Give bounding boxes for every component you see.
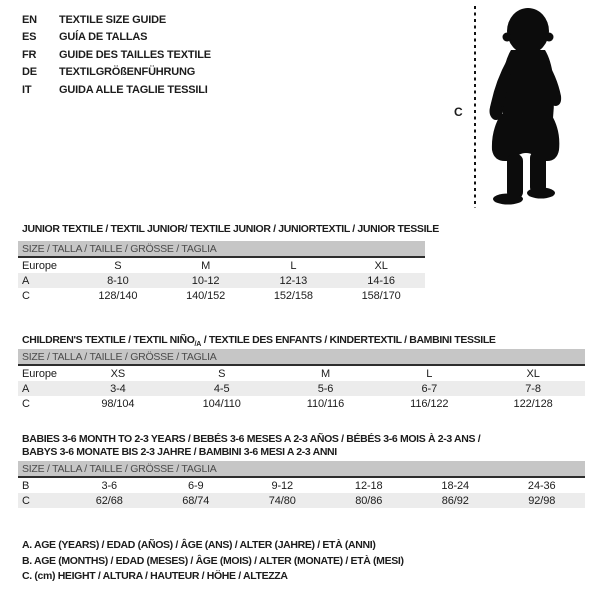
language-code: EN	[22, 13, 37, 26]
size-value-cell: 158/170	[361, 289, 401, 302]
size-value-cell: M	[201, 259, 211, 272]
table-body	[18, 366, 585, 411]
language-label: GUÍA DE TALLAS	[59, 31, 148, 44]
size-value-cell: 92/98	[528, 494, 556, 507]
table-title-segment: CHILDREN'S TEXTILE / TEXTIL NIÑO	[22, 333, 195, 346]
size-value-cell: 3-4	[110, 382, 126, 395]
size-value-cell: XL	[374, 259, 388, 272]
size-value-cell: 18-24	[441, 479, 470, 492]
size-value-cell: 122/128	[513, 397, 553, 410]
footnote-b: B. AGE (MONTHS) / EDAD (MESES) / ÂGE (MOIS) / ALTER (MONATE) / ETÀ (MESI)	[22, 554, 404, 567]
size-value-cell: 116/122	[410, 397, 449, 410]
footnotes	[22, 538, 404, 585]
language-row-fr	[22, 46, 211, 64]
size-value-cell: M	[320, 367, 331, 380]
size-value-cell: 5-6	[317, 382, 334, 395]
size-value-cell: 14-16	[367, 274, 395, 287]
table-title-segment: / TEXTILE DES ENFANTS / KINDERTEXTIL / BAMBINI TESSILE	[201, 333, 496, 346]
size-value-cell: 24-36	[527, 479, 556, 492]
table-row	[18, 288, 425, 303]
table-title-segment: JUNIOR TEXTILE / TEXTIL JUNIOR/ TEXTILE JUNIOR / JUNIORTEXTIL / JUNIOR TESSILE	[22, 222, 439, 235]
size-value-cell: 74/80	[268, 494, 296, 507]
language-code: IT	[22, 83, 32, 96]
size-value-cell: 6-7	[421, 382, 438, 395]
size-value-cell: 10-12	[191, 274, 220, 287]
babies-size-table	[18, 461, 585, 508]
table-title-segment: BABYS 3-6 MONATE BIS 2-3 JAHRE / BAMBINI 3-6 MESI A 2-3 ANNI	[22, 446, 337, 459]
language-label: TEXTILGRÖßENFÜHRUNG	[59, 66, 196, 79]
size-value-cell: 140/152	[186, 289, 226, 302]
table-body	[18, 258, 425, 303]
size-value-cell: 62/68	[95, 494, 123, 507]
row-label: Europe	[22, 259, 57, 272]
size-value-cell: 6-9	[187, 479, 204, 492]
size-header-band	[18, 461, 585, 478]
junior-size-table	[18, 241, 425, 303]
language-code: FR	[22, 48, 37, 61]
size-value-cell: 152/158	[273, 289, 313, 302]
language-list	[22, 11, 211, 99]
table-title-segment: BABIES 3-6 MONTH TO 2-3 YEARS / BEBÉS 3-6 MESES A 2-3 AÑOS / BÉBÉS 3-6 MOIS À 2-3 ANS /	[22, 432, 481, 445]
footnote-c: C. (cm) HEIGHT / ALTURA / HAUTEUR / HÖHE / ALTEZZA	[22, 570, 288, 583]
row-label: C	[22, 397, 30, 410]
table-body	[18, 478, 585, 508]
size-value-cell: XS	[110, 367, 126, 380]
language-label: GUIDA ALLE TAGLIE TESSILI	[59, 83, 208, 96]
language-code: DE	[22, 66, 37, 79]
row-label: Europe	[22, 367, 57, 380]
size-value-cell: 128/140	[98, 289, 138, 302]
size-header-band	[18, 349, 585, 366]
table-row	[18, 273, 425, 288]
language-code: ES	[22, 31, 37, 44]
size-value-cell: 110/116	[306, 397, 345, 410]
table-title-segment: /A	[194, 340, 202, 348]
size-value-cell: 86/92	[441, 494, 469, 507]
size-value-cell: 12-13	[279, 274, 308, 287]
size-value-cell: L	[426, 367, 433, 380]
row-label: A	[22, 382, 30, 395]
baby-figure	[450, 0, 600, 215]
size-value-cell: L	[290, 259, 297, 272]
size-value-cell: 104/110	[202, 397, 241, 410]
size-value-cell: 4-5	[213, 382, 230, 395]
size-header-label: SIZE / TALLA / TAILLE / GRÖSSE / TAGLIA	[22, 462, 217, 475]
size-value-cell: 8-10	[107, 274, 129, 287]
table-row	[18, 258, 425, 273]
height-measure-label: C	[454, 105, 463, 119]
table-row	[18, 493, 585, 508]
footnote-a: A. AGE (YEARS) / EDAD (AÑOS) / ÂGE (ANS) / ALTER (JAHRE) / ETÀ (ANNI)	[22, 539, 376, 551]
size-value-cell: S	[114, 259, 122, 272]
size-value-cell: S	[218, 367, 226, 380]
table-row	[18, 478, 585, 493]
language-row-it	[22, 81, 211, 99]
table-row	[18, 396, 585, 411]
size-value-cell: 98/104	[101, 397, 135, 410]
row-label: C	[22, 494, 30, 507]
size-value-cell: 9-12	[271, 479, 294, 492]
table-row	[18, 366, 585, 381]
junior-table-title	[22, 223, 439, 237]
size-value-cell: 3-6	[101, 479, 118, 492]
children-size-table	[18, 349, 585, 411]
size-value-cell: 7-8	[525, 382, 541, 395]
language-row-es	[22, 29, 211, 47]
language-label: GUIDE DES TAILLES TEXTILE	[59, 48, 211, 61]
babies-table-title	[22, 433, 480, 460]
row-label: C	[22, 289, 30, 302]
size-header-label: SIZE / TALLA / TAILLE / GRÖSSE / TAGLIA	[22, 350, 217, 363]
language-row-de	[22, 64, 211, 82]
row-label: A	[22, 274, 30, 287]
baby-silhouette-icon	[483, 8, 567, 205]
size-value-cell: 12-18	[354, 479, 383, 492]
size-header-band	[18, 241, 425, 258]
language-label: TEXTILE SIZE GUIDE	[59, 13, 167, 26]
table-row	[18, 381, 585, 396]
language-row-en	[22, 11, 211, 29]
height-measure-dotted-line	[474, 6, 476, 208]
row-label: B	[22, 479, 30, 492]
size-value-cell: 80/86	[355, 494, 383, 507]
size-value-cell: 68/74	[182, 494, 210, 507]
size-value-cell: XL	[526, 367, 540, 380]
size-header-label: SIZE / TALLA / TAILLE / GRÖSSE / TAGLIA	[22, 242, 217, 255]
